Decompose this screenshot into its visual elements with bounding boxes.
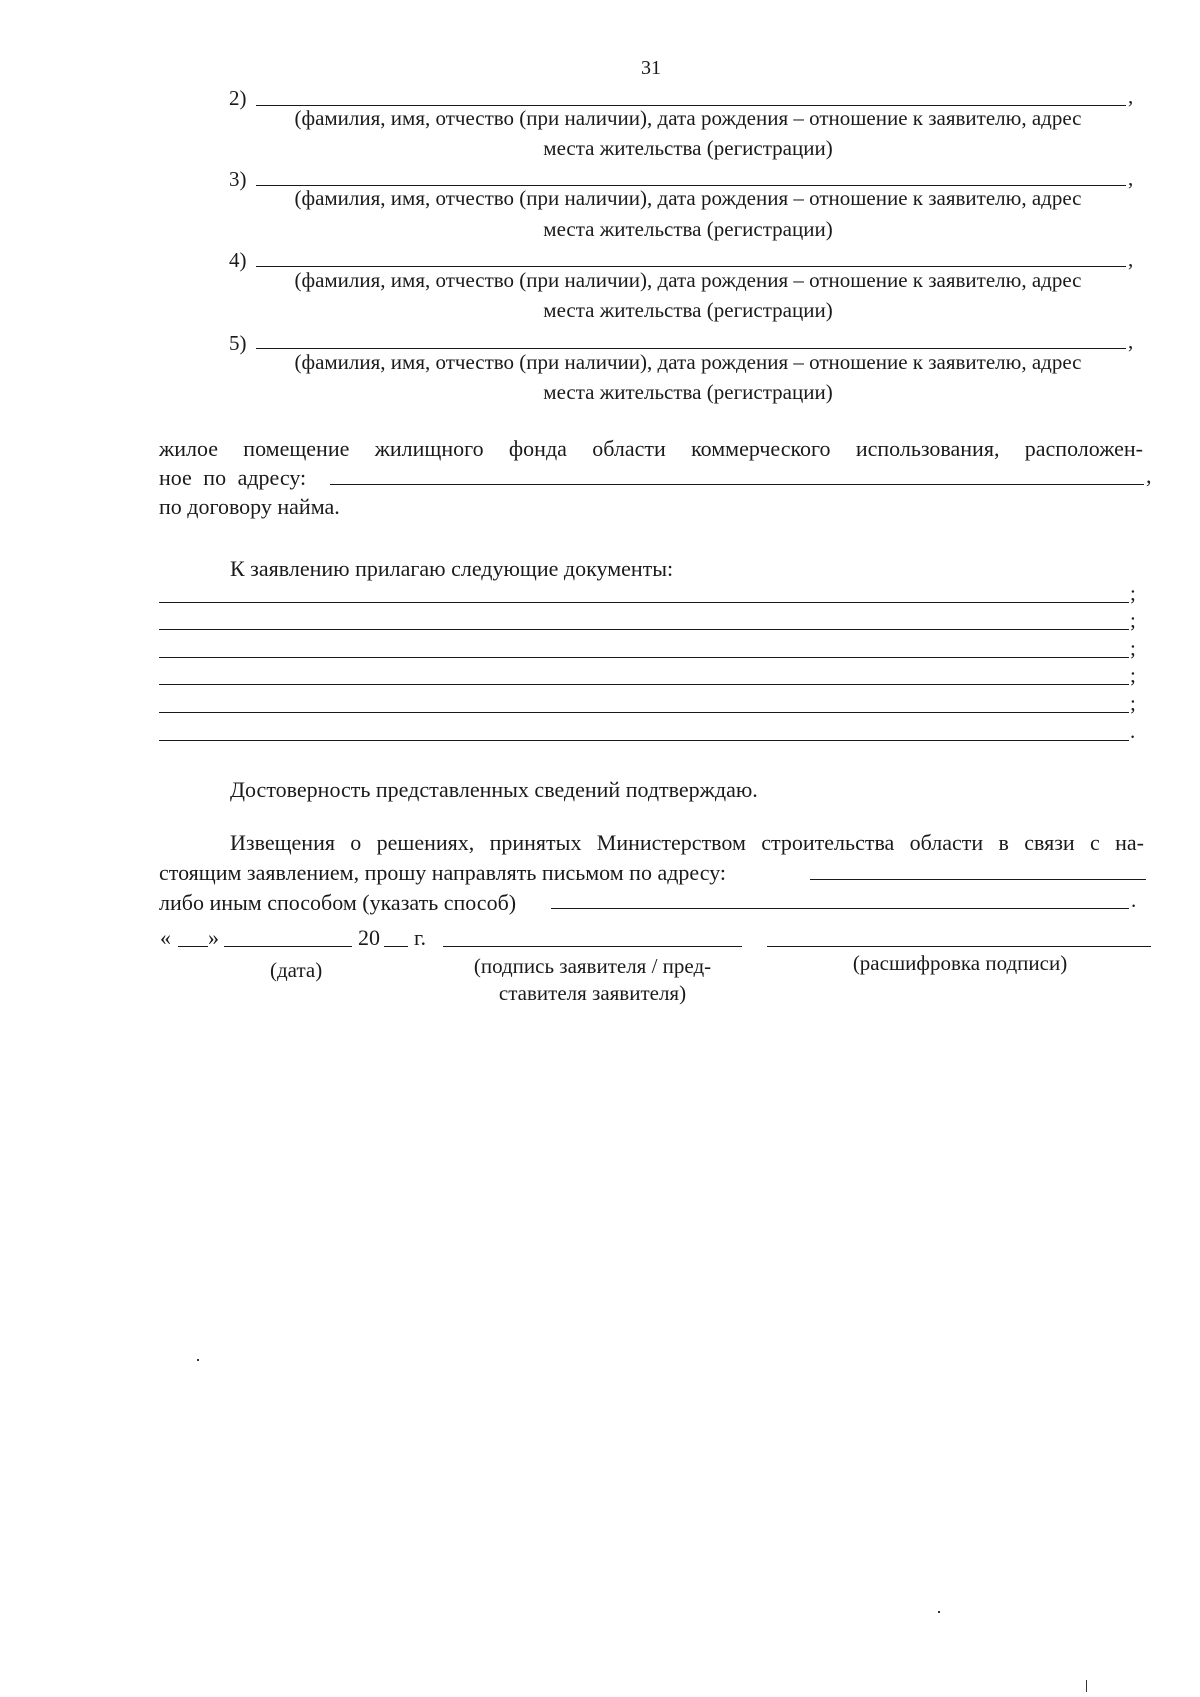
scan-speck <box>1086 1680 1087 1692</box>
decode-label: (расшифровка подписи) <box>852 951 1068 975</box>
notification-line1: Извещения о решениях, принятых Министерством строительства области в связи с на- <box>230 830 1144 855</box>
premises-address-label: ное по адресу: <box>159 465 307 490</box>
family-member-number: 2) <box>229 86 247 110</box>
notification-line2: стоящим заявлением, прошу направлять письмом по адресу: <box>159 860 727 885</box>
field-hint-line1: (фамилия, имя, отчество (при наличии), дата рождения – отношение к заявителю, адрес <box>294 268 1082 292</box>
line-end-comma: , <box>1146 463 1152 488</box>
documents-heading: К заявлению прилагаю следующие документы: <box>230 556 674 581</box>
family-member-fill-line[interactable] <box>256 348 1126 349</box>
document-line-6[interactable] <box>159 740 1129 741</box>
premises-line1: жилое помещение жилищного фонда области коммерческого использования, расположен- <box>159 436 1143 461</box>
scan-speck <box>938 1611 940 1613</box>
signature-decode-field[interactable] <box>767 946 1151 947</box>
date-year-prefix: 20 <box>358 925 380 950</box>
field-hint-line2: места жительства (регистрации) <box>543 380 833 404</box>
field-hint-line2: места жительства (регистрации) <box>543 298 833 322</box>
line-end-comma: , <box>1128 84 1134 108</box>
line-end-period: . <box>1131 888 1137 912</box>
confirmation-text: Достоверность представленных сведений подтверждаю. <box>230 777 758 802</box>
family-member-number: 3) <box>229 167 247 191</box>
date-day-field[interactable] <box>178 946 208 947</box>
line-end-mark: ; <box>1130 663 1136 687</box>
notification-method-field[interactable] <box>551 908 1129 909</box>
field-hint-line1: (фамилия, имя, отчество (при наличии), дата рождения – отношение к заявителю, адрес <box>294 350 1082 374</box>
field-hint-line1: (фамилия, имя, отчество (при наличии), дата рождения – отношение к заявителю, адрес <box>294 106 1082 130</box>
line-end-comma: , <box>1128 166 1134 190</box>
line-end-comma: , <box>1128 247 1134 271</box>
line-end-mark: ; <box>1130 691 1136 715</box>
date-quote-open: « <box>160 925 171 950</box>
date-month-field[interactable] <box>224 946 352 947</box>
family-member-number: 5) <box>229 331 247 355</box>
signature-label-line2: ставителя заявителя) <box>498 981 687 1005</box>
premises-line3: по договору найма. <box>159 494 340 519</box>
signature-label-line1: (подпись заявителя / пред- <box>473 954 712 978</box>
document-line-5[interactable] <box>159 712 1129 713</box>
document-line-4[interactable] <box>159 684 1129 685</box>
line-end-mark: ; <box>1130 608 1136 632</box>
line-end-mark: ; <box>1130 581 1136 605</box>
notification-line3: либо иным способом (указать способ) <box>159 890 517 915</box>
page-number: 31 <box>641 57 661 79</box>
field-hint-line2: места жительства (регистрации) <box>543 136 833 160</box>
field-hint-line1: (фамилия, имя, отчество (при наличии), дата рождения – отношение к заявителю, адрес <box>294 186 1082 210</box>
date-year-suffix: г. <box>414 925 427 950</box>
scan-speck <box>197 1359 199 1361</box>
family-member-number: 4) <box>229 248 247 272</box>
notification-address-field[interactable] <box>810 879 1146 880</box>
document-line-3[interactable] <box>159 657 1129 658</box>
line-end-comma: , <box>1128 329 1134 353</box>
line-end-mark: . <box>1130 719 1136 743</box>
document-line-2[interactable] <box>159 629 1129 630</box>
line-end-mark: ; <box>1130 636 1136 660</box>
document-line-1[interactable] <box>159 602 1129 603</box>
date-label: (дата) <box>270 958 323 982</box>
date-quote-close: » <box>208 925 219 950</box>
field-hint-line2: места жительства (регистрации) <box>543 217 833 241</box>
date-year-field[interactable] <box>384 946 408 947</box>
premises-address-field[interactable] <box>330 484 1144 485</box>
family-member-fill-line[interactable] <box>256 266 1126 267</box>
signature-field[interactable] <box>443 946 742 947</box>
